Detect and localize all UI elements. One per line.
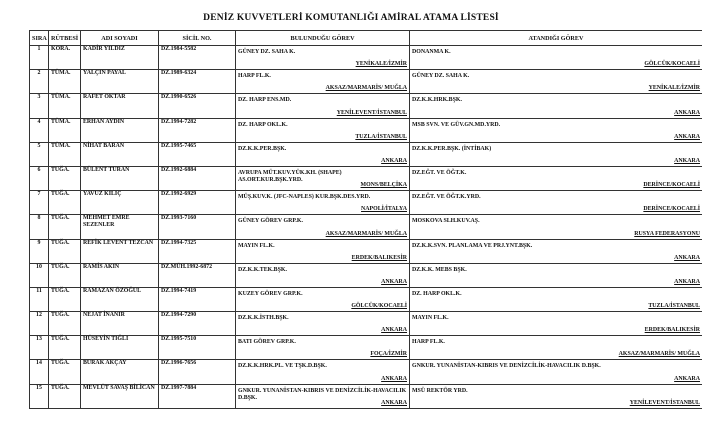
atandigi-gorev-unit: MOSKOVA SLH.KUV.AŞ. xyxy=(412,218,480,225)
atandigi-gorev-location: ERDEK/BALIKESİR xyxy=(644,327,700,334)
bulundugu-gorev-location: ANKARA xyxy=(381,157,407,164)
cell-ad-soyad: REFİK LEVENT TEZCAN xyxy=(81,239,159,263)
table-body xyxy=(30,46,702,409)
atandigi-gorev-unit: MSB SVN. VE GÜV.GN.MD.YRD. xyxy=(412,121,501,128)
cell-bulundugu-gorev xyxy=(236,191,410,215)
table-row xyxy=(30,191,702,215)
bulundugu-gorev-unit: GÜNEY GÖREV GRP.K. xyxy=(238,218,303,225)
cell-atandigi-gorev xyxy=(410,312,702,336)
bulundugu-gorev-unit: BATI GÖREV GRP.K. xyxy=(238,339,296,346)
table-row xyxy=(30,166,702,190)
cell-bulundugu-gorev xyxy=(236,166,410,190)
cell-sira: 5 xyxy=(30,142,49,166)
cell-ad-soyad: MEVLÜT SAVAŞ BİLİCAN xyxy=(81,384,159,408)
cell-rutbe: KORA. xyxy=(49,46,81,70)
atandigi-gorev-location: ANKARA xyxy=(674,375,700,382)
atandigi-gorev-unit: DZ.EĞT. VE ÖĞT.K. xyxy=(412,169,467,176)
bulundugu-gorev-unit: DZ.K.K.TEK.BŞK. xyxy=(238,266,287,273)
bulundugu-gorev-location: ANKARA xyxy=(381,278,407,285)
cell-rutbe: TÜMA. xyxy=(49,94,81,118)
header-rutbe: RÜTBESİ xyxy=(49,31,81,46)
bulundugu-gorev-location: ANKARA xyxy=(381,375,407,382)
cell-atandigi-gorev xyxy=(410,384,702,408)
cell-rutbe: TUĞA. xyxy=(49,287,81,311)
atandigi-gorev-unit: DZ.K.K. MEBS BŞK. xyxy=(412,266,467,273)
cell-sicil: DZ.1992-6884 xyxy=(159,166,236,190)
bulundugu-gorev-location: MONS/BELÇİKA xyxy=(360,182,407,189)
cell-sicil: DZ.1994-7419 xyxy=(159,287,236,311)
cell-atandigi-gorev xyxy=(410,142,702,166)
cell-rutbe: TUĞA. xyxy=(49,215,81,239)
cell-ad-soyad: RAFET OKTAR xyxy=(81,94,159,118)
bulundugu-gorev-location: TUZLA/İSTANBUL xyxy=(355,133,407,140)
bulundugu-gorev-unit: AVRUPA MÜT.KUV.YÜK.KH. (SHAPE) AS.ORT.KUR.BŞK.YRD. xyxy=(238,169,342,183)
cell-sicil: DZ.1995-7465 xyxy=(159,142,236,166)
cell-ad-soyad: BÜLENT TURAN xyxy=(81,166,159,190)
atandigi-gorev-unit: MSÜ REKTÖR YRD. xyxy=(412,387,468,394)
bulundugu-gorev-unit: DZ.K.K.HRK.PL. VE TŞK.D.BŞK. xyxy=(238,363,327,370)
atandigi-gorev-unit: DZ.K.K.PER.BŞK. (İNTİBAK) xyxy=(412,145,492,152)
cell-bulundugu-gorev xyxy=(236,94,410,118)
table-row xyxy=(30,46,702,70)
atandigi-gorev-location: ANKARA xyxy=(674,109,700,116)
bulundugu-gorev-unit: DZ. HARP OKL.K. xyxy=(238,121,288,128)
table-row xyxy=(30,239,702,263)
cell-ad-soyad: MEHMET EMRE SEZENLER xyxy=(81,215,159,239)
atandigi-gorev-location: YENİKALE/İZMİR xyxy=(648,85,700,92)
cell-atandigi-gorev xyxy=(410,215,702,239)
bulundugu-gorev-location: ANKARA xyxy=(381,399,407,406)
atandigi-gorev-unit: DZ.EĞT. VE ÖĞT.K.YRD. xyxy=(412,194,481,201)
bulundugu-gorev-location: FOÇA/İZMİR xyxy=(370,351,407,358)
bulundugu-gorev-unit: GNKUR. YUNANİSTAN-KIBRIS VE DENİZCİLİK-HAVACILIK D.BŞK. xyxy=(238,387,407,401)
cell-ad-soyad: RAMAZAN ÖZOĞUL xyxy=(81,287,159,311)
bulundugu-gorev-unit: MAYIN FL.K. xyxy=(238,242,275,249)
cell-bulundugu-gorev xyxy=(236,118,410,142)
cell-ad-soyad: BURAK AKÇAY xyxy=(81,360,159,384)
cell-bulundugu-gorev xyxy=(236,70,410,94)
cell-sira: 12 xyxy=(30,312,49,336)
atandigi-gorev-unit: DZ. HARP OKL.K. xyxy=(412,290,462,297)
bulundugu-gorev-unit: KUZEY GÖREV GRP.K. xyxy=(238,290,303,297)
cell-bulundugu-gorev xyxy=(236,360,410,384)
cell-bulundugu-gorev xyxy=(236,263,410,287)
table-row xyxy=(30,215,702,239)
cell-sicil: DZ.1989-6324 xyxy=(159,70,236,94)
table-row xyxy=(30,384,702,408)
cell-bulundugu-gorev xyxy=(236,287,410,311)
cell-ad-soyad: YAVUZ KILIÇ xyxy=(81,191,159,215)
cell-rutbe: TÜMA. xyxy=(49,70,81,94)
cell-sicil: DZ.1994-7325 xyxy=(159,239,236,263)
appointment-table xyxy=(29,30,702,409)
atandigi-gorev-location: DERİNCE/KOCAELİ xyxy=(643,182,700,189)
bulundugu-gorev-location: ANKARA xyxy=(381,327,407,334)
cell-sicil: DZ.1984-5582 xyxy=(159,46,236,70)
table-row xyxy=(30,263,702,287)
cell-sicil: DZ.1994-7290 xyxy=(159,312,236,336)
atandigi-gorev-location: YENİLEVENT/İSTANBUL xyxy=(629,399,700,406)
cell-sira: 1 xyxy=(30,46,49,70)
cell-atandigi-gorev xyxy=(410,239,702,263)
cell-rutbe: TUĞA. xyxy=(49,239,81,263)
bulundugu-gorev-unit: DZ.K.K.PER.BŞK. xyxy=(238,145,287,152)
cell-rutbe: TUĞA. xyxy=(49,336,81,360)
cell-sicil: DZ.1995-7510 xyxy=(159,336,236,360)
header-bulundugu: BULUNDUĞU GÖREV xyxy=(236,31,410,46)
bulundugu-gorev-location: AKSAZ/MARMARİS/ MUĞLA xyxy=(325,85,407,92)
table-row xyxy=(30,287,702,311)
bulundugu-gorev-unit: DZ.K.K.İSTH.BŞK. xyxy=(238,315,289,322)
cell-sicil: DZ.1992-6929 xyxy=(159,191,236,215)
cell-sira: 14 xyxy=(30,360,49,384)
atandigi-gorev-unit: DZ.K.K.HRK.BŞK. xyxy=(412,97,462,104)
atandigi-gorev-location: ANKARA xyxy=(674,157,700,164)
header-ad: ADI SOYADI xyxy=(81,31,159,46)
atandigi-gorev-unit: DZ.K.K.SVN. PLANLAMA VE PRJ.YNT.BŞK. xyxy=(412,242,533,249)
atandigi-gorev-location: GÖLCÜK/KOCAELİ xyxy=(644,61,700,68)
cell-rutbe: TUĞA. xyxy=(49,360,81,384)
bulundugu-gorev-unit: HARP FL.K. xyxy=(238,73,271,80)
cell-bulundugu-gorev xyxy=(236,336,410,360)
cell-ad-soyad: HÜSEYİN TIĞLI xyxy=(81,336,159,360)
atandigi-gorev-location: RUSYA FEDERASYONU xyxy=(634,230,700,237)
cell-sira: 9 xyxy=(30,239,49,263)
cell-ad-soyad: NİHAT BARAN xyxy=(81,142,159,166)
table-row xyxy=(30,94,702,118)
cell-atandigi-gorev xyxy=(410,263,702,287)
cell-bulundugu-gorev xyxy=(236,215,410,239)
bulundugu-gorev-location: NAPOLİ/İTALYA xyxy=(361,206,407,213)
cell-sira: 7 xyxy=(30,191,49,215)
cell-sira: 3 xyxy=(30,94,49,118)
atandigi-gorev-unit: GÜNEY DZ. SAHA K. xyxy=(412,73,470,80)
cell-atandigi-gorev xyxy=(410,287,702,311)
cell-ad-soyad: ERHAN AYDIN xyxy=(81,118,159,142)
table-row xyxy=(30,142,702,166)
cell-bulundugu-gorev xyxy=(236,239,410,263)
cell-rutbe: TUĞA. xyxy=(49,191,81,215)
cell-sira: 13 xyxy=(30,336,49,360)
document-title: DENİZ KUVVETLERİ KOMUTANLIĞI AMİRAL ATAMA LİSTESİ xyxy=(203,13,499,23)
header-sicil: SİCİL NO. xyxy=(159,31,236,46)
cell-atandigi-gorev xyxy=(410,94,702,118)
cell-atandigi-gorev xyxy=(410,191,702,215)
atandigi-gorev-location: TUZLA/İSTANBUL xyxy=(648,303,700,310)
table-row xyxy=(30,360,702,384)
atandigi-gorev-location: ANKARA xyxy=(674,133,700,140)
table-row xyxy=(30,336,702,360)
atandigi-gorev-unit: GNKUR. YUNANİSTAN-KIBRIS VE DENİZCİLİK-HAVACILIK D.BŞK. xyxy=(412,363,601,370)
bulundugu-gorev-location: GÖLCÜK/KOCAELİ xyxy=(351,303,407,310)
atandigi-gorev-location: ANKARA xyxy=(674,278,700,285)
atandigi-gorev-unit: DONANMA K. xyxy=(412,49,451,55)
bulundugu-gorev-location: YENİLEVENT/İSTANBUL xyxy=(336,109,407,116)
cell-bulundugu-gorev xyxy=(236,312,410,336)
cell-sira: 4 xyxy=(30,118,49,142)
cell-sicil: DZ.1990-6526 xyxy=(159,94,236,118)
cell-sicil: DZ.1994-7282 xyxy=(159,118,236,142)
bulundugu-gorev-location: ERDEK/BALIKESİR xyxy=(351,254,407,261)
cell-atandigi-gorev xyxy=(410,46,702,70)
table-row xyxy=(30,70,702,94)
header-sira: SIRA xyxy=(30,31,49,46)
cell-bulundugu-gorev xyxy=(236,142,410,166)
cell-sicil: DZ.MÜH.1992-6872 xyxy=(159,263,236,287)
cell-ad-soyad: KADİR YILDIZ xyxy=(81,46,159,70)
atandigi-gorev-location: AKSAZ/MARMARİS/ MUĞLA xyxy=(618,351,700,358)
cell-sicil: DZ.1997-7884 xyxy=(159,384,236,408)
cell-atandigi-gorev xyxy=(410,360,702,384)
cell-bulundugu-gorev xyxy=(236,384,410,408)
cell-sira: 6 xyxy=(30,166,49,190)
cell-ad-soyad: NEJAT İNANIR xyxy=(81,312,159,336)
bulundugu-gorev-unit: MÜŞ.KUV.K. (JFC-NAPLES) KUR.BŞK.DES.YRD. xyxy=(238,194,371,201)
cell-atandigi-gorev xyxy=(410,118,702,142)
atandigi-gorev-location: DERİNCE/KOCAELİ xyxy=(643,206,700,213)
cell-atandigi-gorev xyxy=(410,70,702,94)
cell-atandigi-gorev xyxy=(410,336,702,360)
cell-sira: 2 xyxy=(30,70,49,94)
cell-rutbe: TUĞA. xyxy=(49,166,81,190)
cell-bulundugu-gorev xyxy=(236,46,410,70)
header-atandigi: ATANDIĞI GÖREV xyxy=(410,31,702,46)
bulundugu-gorev-unit: GÜNEY DZ. SAHA K. xyxy=(238,49,296,55)
bulundugu-gorev-location: YENİKALE/İZMİR xyxy=(355,61,407,68)
cell-ad-soyad: RAMİS AKIN xyxy=(81,263,159,287)
bulundugu-gorev-unit: DZ. HARP ENS.MD. xyxy=(238,97,292,104)
cell-sicil: DZ.1996-7656 xyxy=(159,360,236,384)
cell-sira: 8 xyxy=(30,215,49,239)
cell-rutbe: TÜMA. xyxy=(49,142,81,166)
atandigi-gorev-unit: MAYIN FL.K. xyxy=(412,315,449,322)
cell-rutbe: TUĞA. xyxy=(49,384,81,408)
cell-rutbe: TUĞA. xyxy=(49,312,81,336)
table-row xyxy=(30,312,702,336)
atandigi-gorev-unit: HARP FL.K. xyxy=(412,339,445,346)
cell-sicil: DZ.1993-7160 xyxy=(159,215,236,239)
table-header-row xyxy=(30,31,702,46)
atandigi-gorev-location: ANKARA xyxy=(674,254,700,261)
cell-rutbe: TÜMA. xyxy=(49,118,81,142)
cell-ad-soyad: YALÇIN PAYAL xyxy=(81,70,159,94)
table-row xyxy=(30,118,702,142)
cell-sira: 10 xyxy=(30,263,49,287)
cell-sira: 15 xyxy=(30,384,49,408)
cell-rutbe: TUĞA. xyxy=(49,263,81,287)
cell-atandigi-gorev xyxy=(410,166,702,190)
cell-sira: 11 xyxy=(30,287,49,311)
bulundugu-gorev-location: AKSAZ/MARMARİS/ MUĞLA xyxy=(325,230,407,237)
